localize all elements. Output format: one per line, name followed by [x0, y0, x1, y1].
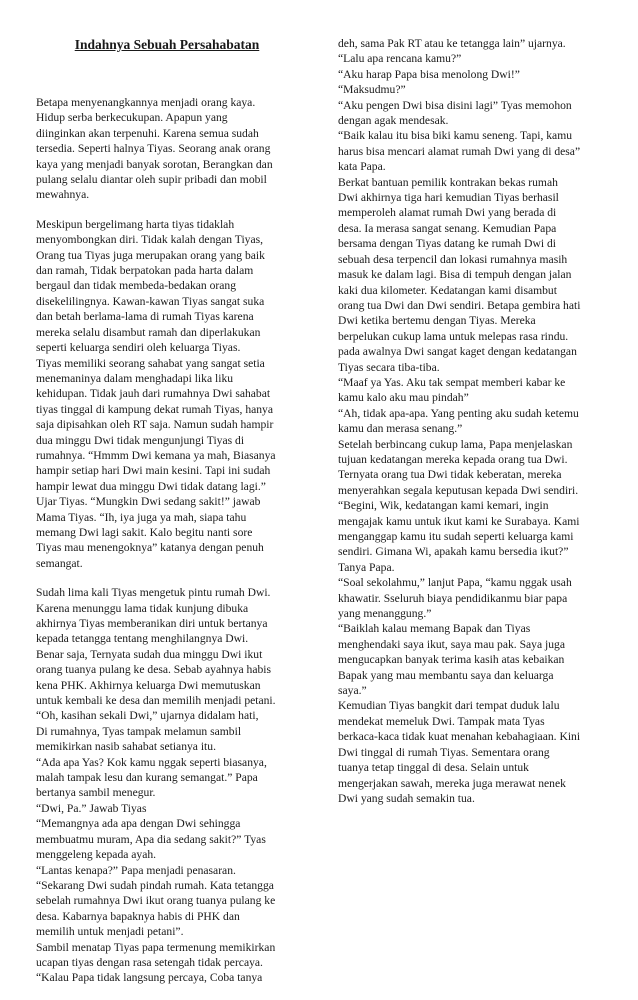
- text-line: mendekat memeluk Dwi. Tampak mata Tyas: [338, 714, 545, 728]
- text-line: “Oh, kasihan sekali Dwi,” ujarnya didalam hati,: [36, 709, 259, 723]
- text-line: kamu dan merasa senang.”: [338, 422, 463, 436]
- text-line: masuk ke dalam lagi. Bisa di tempuh dengan jalan: [338, 268, 572, 282]
- text-line: Meskipun bergelimang harta tiyas tidaklah: [36, 217, 235, 231]
- text-line: “Sekarang Dwi sudah pindah rumah. Kata tetangga: [36, 878, 274, 892]
- text-line: Kemudian Tiyas bangkit dari tempat duduk lalu: [338, 699, 560, 713]
- text-line: tuanya tetap tinggal di desa. Selain untuk: [338, 761, 529, 775]
- text-line: sebelah rumahnya Dwi ikut orang tuanya pulang ke: [36, 894, 276, 908]
- text-line: deh, sama Pak RT atau ke tetangga lain” ujarnya.: [338, 37, 566, 50]
- text-line: dengan agak mendesak.: [338, 114, 449, 128]
- text-line: mereka selalu disambut ramah dan diperlakukan: [36, 325, 261, 339]
- text-line: Ternyata orang tua Dwi tidak keberatan, mereka: [338, 468, 562, 482]
- text-line: seperti keluarga sendiri oleh keluarga Tiyas.: [36, 341, 241, 355]
- paragraph: [36, 95, 298, 203]
- text-line: menggeleng kepada ayah.: [36, 848, 157, 862]
- text-line: hampir setiap hari Dwi main kesini. Tapi ini sudah: [36, 464, 271, 478]
- text-line: membuatmu muram, Apa dia sedang sakit?” Tyas: [36, 832, 266, 846]
- text-line: kena PHK. Akhirnya keluarga Dwi memutuskan: [36, 678, 261, 692]
- text-line: Di rumahnya, Tyas tampak melamun sambil: [36, 724, 242, 738]
- text-line: pada awalnya Dwi sangat kaget dengan kedatangan: [338, 345, 577, 359]
- text-line: Ujar Tiyas. “Mungkin Dwi sedang sakit!” jawab: [36, 495, 261, 509]
- text-line: Dwi yang sudah semakin tua.: [338, 791, 475, 805]
- text-line: desa. Kabarnya bapaknya habis di PHK dan: [36, 909, 240, 923]
- text-line: “Kalau Papa tidak langsung percaya, Coba tanya: [36, 971, 263, 985]
- text-line: dua minggu Dwi tidak mengunjungi Tiyas di: [36, 433, 245, 447]
- text-line: ucapan tiyas dengan rasa setengah tidak percaya.: [36, 955, 263, 969]
- text-line: memilih untuk menjadi petani”.: [36, 925, 184, 939]
- text-line: Setelah berbincang cukup lama, Papa menjelaskan: [338, 437, 573, 451]
- text-line: dan betah berlama-lama di rumah Tiyas karena: [36, 310, 254, 324]
- text-line: Dwi tinggal di rumah Tiyas. Sementara orang: [338, 745, 550, 759]
- text-line: untuk kembali ke desa dan memilih menjadi petani.: [36, 694, 276, 708]
- text-line: Tanya Papa.: [338, 560, 395, 574]
- text-line: Betapa menyenangkannya menjadi orang kaya.: [36, 96, 256, 109]
- text-line: mengucapkan banyak terima kasih atas kebaikan: [338, 653, 565, 667]
- paragraph: [338, 36, 606, 806]
- text-line: “Lantas kenapa?” Papa menjadi penasaran.: [36, 863, 236, 877]
- text-line: Orang tua Tiyas juga merupakan orang yang baik: [36, 248, 265, 262]
- text-line: memperoleh alamat rumah Dwi yang berada di: [338, 206, 557, 220]
- text-line: memang Dwi lagi sakit. Kalo begitu nanti sore: [36, 525, 253, 539]
- text-line: kata Papa.: [338, 160, 386, 174]
- paragraph: [36, 585, 298, 986]
- text-line: kepada tetangga tentang menghilangnya Dwi.: [36, 632, 249, 646]
- text-line: tujuan kedatangan mereka kepada orang tua Dwi.: [338, 452, 568, 466]
- text-line: Sambil menatap Tiyas papa termenung memikirkan: [36, 940, 276, 954]
- text-line: “Ah, tidak apa-apa. Yang penting aku sudah ketemu: [338, 406, 579, 420]
- text-line: harus bisa mencari alamat rumah Dwi yang di desa”: [338, 144, 581, 158]
- text-line: Bapak yang mau membantu saya dan keluarga: [338, 668, 554, 682]
- text-line: Karena menunggu lama tidak kunjung dibuka: [36, 601, 249, 615]
- text-line: menganggap kamu itu sudah seperti keluarga kami: [338, 530, 574, 543]
- text-line: “Maaf ya Yas. Aku tak sempat memberi kabar ke: [338, 375, 566, 389]
- text-line: tiyas tinggal di kampung dekat rumah Tiyas, hanya: [36, 402, 273, 416]
- text-line: kaya yang menjadi banyak sorotan, Berangkan dan: [36, 157, 273, 171]
- text-line: bertanya sambil menegur.: [36, 786, 156, 800]
- text-line: Sudah lima kali Tiyas mengetuk pintu rumah Dwi.: [36, 586, 271, 600]
- text-line: “Maksudmu?”: [338, 83, 406, 97]
- document-title: Indahnya Sebuah Persahabatan: [74, 37, 260, 52]
- text-line: berpelukan cukup lama untuk melepas rasa rindu.: [338, 329, 569, 343]
- text-line: tersedia. Seperti halnya Tiyas. Seorang anak orang: [36, 142, 271, 156]
- text-line: Benar saja, Ternyata sudah dua minggu Dwi ikut: [36, 647, 263, 661]
- text-line: Hidup serba berkecukupan. Apapun yang: [36, 111, 228, 125]
- text-line: khawatir. Sseluruh biaya pendidikanmu biar papa: [338, 591, 568, 605]
- text-line: kaki dua kilometer. Kedatangan kami disambut: [338, 283, 557, 297]
- text-line: pulang selalu diantar oleh supir pribadi dan mobil: [36, 173, 267, 187]
- text-line: desa. Ia merasa sangat senang. Kemudian Papa: [338, 221, 557, 235]
- text-line: mengerjakan sawah, mereka juga merawat nenek: [338, 776, 566, 790]
- text-line: sebuah desa terpencil dan lokasi rumahnya masih: [338, 252, 568, 266]
- paragraph: [36, 217, 298, 571]
- text-line: “Baik kalau itu bisa biki kamu seneng. Tapi, kamu: [338, 129, 573, 143]
- text-line: “Aku harap Papa bisa menolong Dwi!”: [338, 67, 520, 81]
- text-line: saja dipisahkan oleh RT saja. Namun sudah hampir: [36, 418, 274, 432]
- text-line: bergaul dan tidak membeda-bedakan orang: [36, 279, 237, 293]
- text-line: mewahnya.: [36, 188, 90, 202]
- text-line: memikirkan nasib sahabat setianya itu.: [36, 740, 216, 754]
- text-line: menghendaki saya ikut, saya mau pak. Saya juga: [338, 637, 565, 651]
- text-line: sendiri. Gimana Wi, apakah kamu bersedia ikut?”: [338, 545, 569, 559]
- text-line: menyerahkan segala keputusan kepada Dwi sendiri.: [338, 483, 579, 497]
- right-column: [338, 36, 606, 820]
- left-column: [36, 36, 298, 1000]
- text-line: “Lalu apa rencana kamu?”: [338, 52, 462, 66]
- text-line: Tiyas secara tiba-tiba.: [338, 360, 440, 374]
- text-line: dan ramah, Tidak berpatokan pada harta dalam: [36, 264, 254, 278]
- text-line: orang tuanya pulang ke desa. Sebab ayahnya habis: [36, 663, 272, 677]
- text-line: Dwi ketika bertemu dengan Tiyas. Mereka: [338, 314, 536, 328]
- text-line: malah tampak lesu dan kurang semangat.” Papa: [36, 771, 258, 785]
- text-line: “Aku pengen Dwi bisa disini lagi” Tyas memohon: [338, 98, 572, 112]
- text-line: menyombongkan diri. Tidak kalah dengan Tiyas,: [36, 233, 264, 247]
- text-line: disekelilingnya. Kawan-kawan Tiyas sangat suka: [36, 294, 265, 308]
- text-line: yang menanggung.”: [338, 607, 432, 621]
- text-line: “Soal sekolahmu,” lanjut Papa, “kamu nggak usah: [338, 576, 572, 590]
- text-line: “Ada apa Yas? Kok kamu nggak seperti biasanya,: [36, 755, 267, 769]
- text-line: saya.”: [338, 684, 367, 698]
- text-line: “Dwi, Pa.” Jawab Tiyas: [36, 801, 147, 815]
- text-line: rumahnya. “Hmmm Dwi kemana ya mah, Biasanya: [36, 448, 276, 462]
- text-line: orang tua Dwi dan Dwi sendiri. Betapa gembira hati: [338, 298, 581, 312]
- text-line: “Baiklah kalau memang Bapak dan Tiyas: [338, 622, 531, 636]
- text-line: berkaca-kaca tidak kuat menahan kebahagiaan. Kini: [338, 730, 581, 744]
- text-line: “Begini, Wik, kedatangan kami kemari, ingin: [338, 499, 549, 513]
- text-line: mengajak kamu untuk ikut kami ke Surabaya. Kami: [338, 514, 580, 528]
- text-line: “Memangnya ada apa dengan Dwi sehingga: [36, 817, 241, 831]
- text-line: Dwi akhirnya tiga hari kemudian Tiyas berhasil: [338, 191, 559, 205]
- text-line: kehidupan. Tidak jauh dari rumahnya Dwi sahabat: [36, 387, 271, 401]
- text-line: akhirnya Tiyas memberanikan diri untuk bertanya: [36, 617, 268, 630]
- text-line: Tiyas memiliki seorang sahabat yang sangat setia: [36, 356, 265, 370]
- text-line: Mama Tiyas. “Ih, iya juga ya mah, siapa tahu: [36, 510, 247, 524]
- text-line: semangat.: [36, 556, 83, 570]
- text-line: Berkat bantuan pemilik kontrakan bekas rumah: [338, 175, 558, 189]
- text-line: kamu kalo aku mau pindah”: [338, 391, 469, 405]
- text-line: diinginkan akan terpenuhi. Karena semua sudah: [36, 126, 259, 140]
- text-line: Tiyas mau menengoknya” katanya dengan penuh: [36, 541, 264, 555]
- text-line: hampir lewat dua minggu Dwi tidak datang lagi.”: [36, 479, 266, 493]
- text-line: bersama dengan Tiyas datang ke rumah Dwi di: [338, 237, 556, 251]
- text-line: menemaninya dalam menghadapi lika liku: [36, 371, 234, 385]
